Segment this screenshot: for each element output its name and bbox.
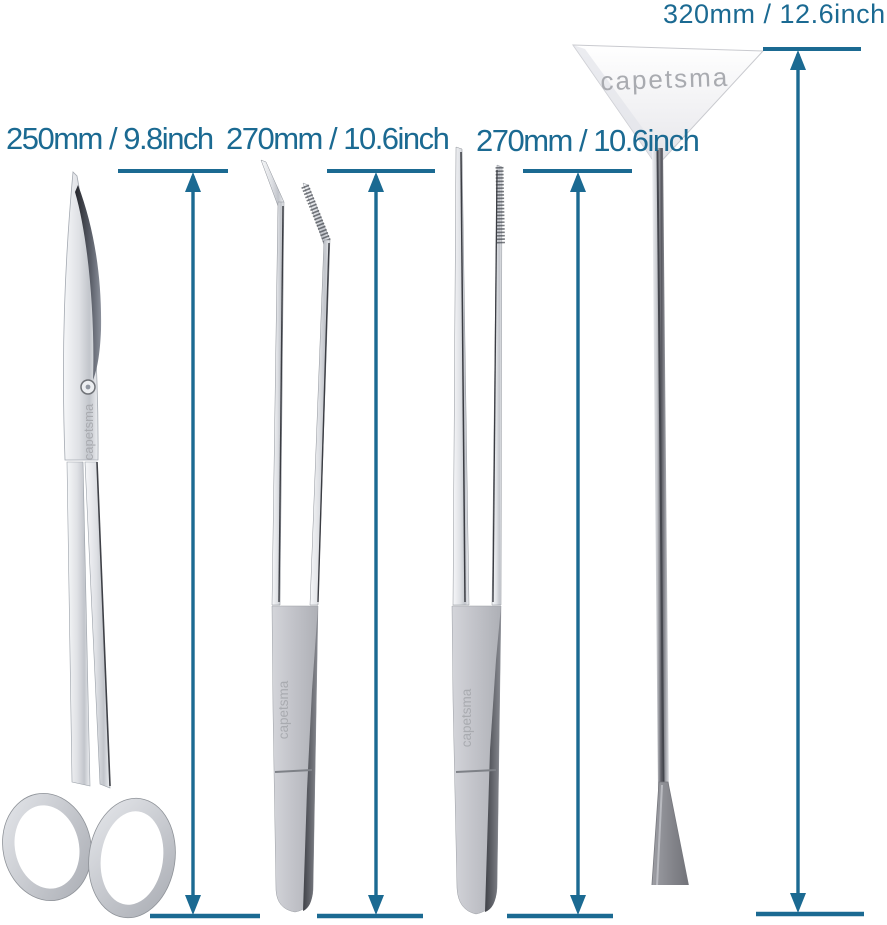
dimension-line-curved-tweezers bbox=[317, 171, 435, 916]
measurement-label-straight-tweezers: 270mm / 10.6inch bbox=[476, 123, 699, 158]
measurement-label-algae-scraper: 320mm / 12.6inch bbox=[663, 0, 886, 29]
arrow-up-icon bbox=[570, 172, 586, 192]
arrow-down-icon bbox=[185, 895, 201, 915]
arrow-up-icon bbox=[368, 172, 384, 192]
arrow-up-icon bbox=[790, 50, 806, 70]
curved-tweezers-brand-logo: capetsma bbox=[276, 680, 291, 740]
scissors-brand-logo: capetsma bbox=[81, 403, 96, 461]
arrow-down-icon bbox=[570, 895, 586, 915]
dimension-line-straight-tweezers bbox=[507, 171, 632, 916]
arrow-down-icon bbox=[368, 895, 384, 915]
straight-tweezers-brand-logo: capetsma bbox=[459, 688, 474, 748]
arrow-down-icon bbox=[790, 893, 806, 913]
measurement-label-curved-tweezers: 270mm / 10.6inch bbox=[226, 121, 449, 156]
arrow-up-icon bbox=[185, 172, 201, 192]
scraper-brand-logo: capetsma bbox=[599, 61, 730, 97]
dimension-line-algae-scraper bbox=[756, 49, 864, 914]
dimension-line-scissors bbox=[118, 171, 260, 916]
measurement-label-scissors: 250mm / 9.8inch bbox=[6, 121, 213, 156]
